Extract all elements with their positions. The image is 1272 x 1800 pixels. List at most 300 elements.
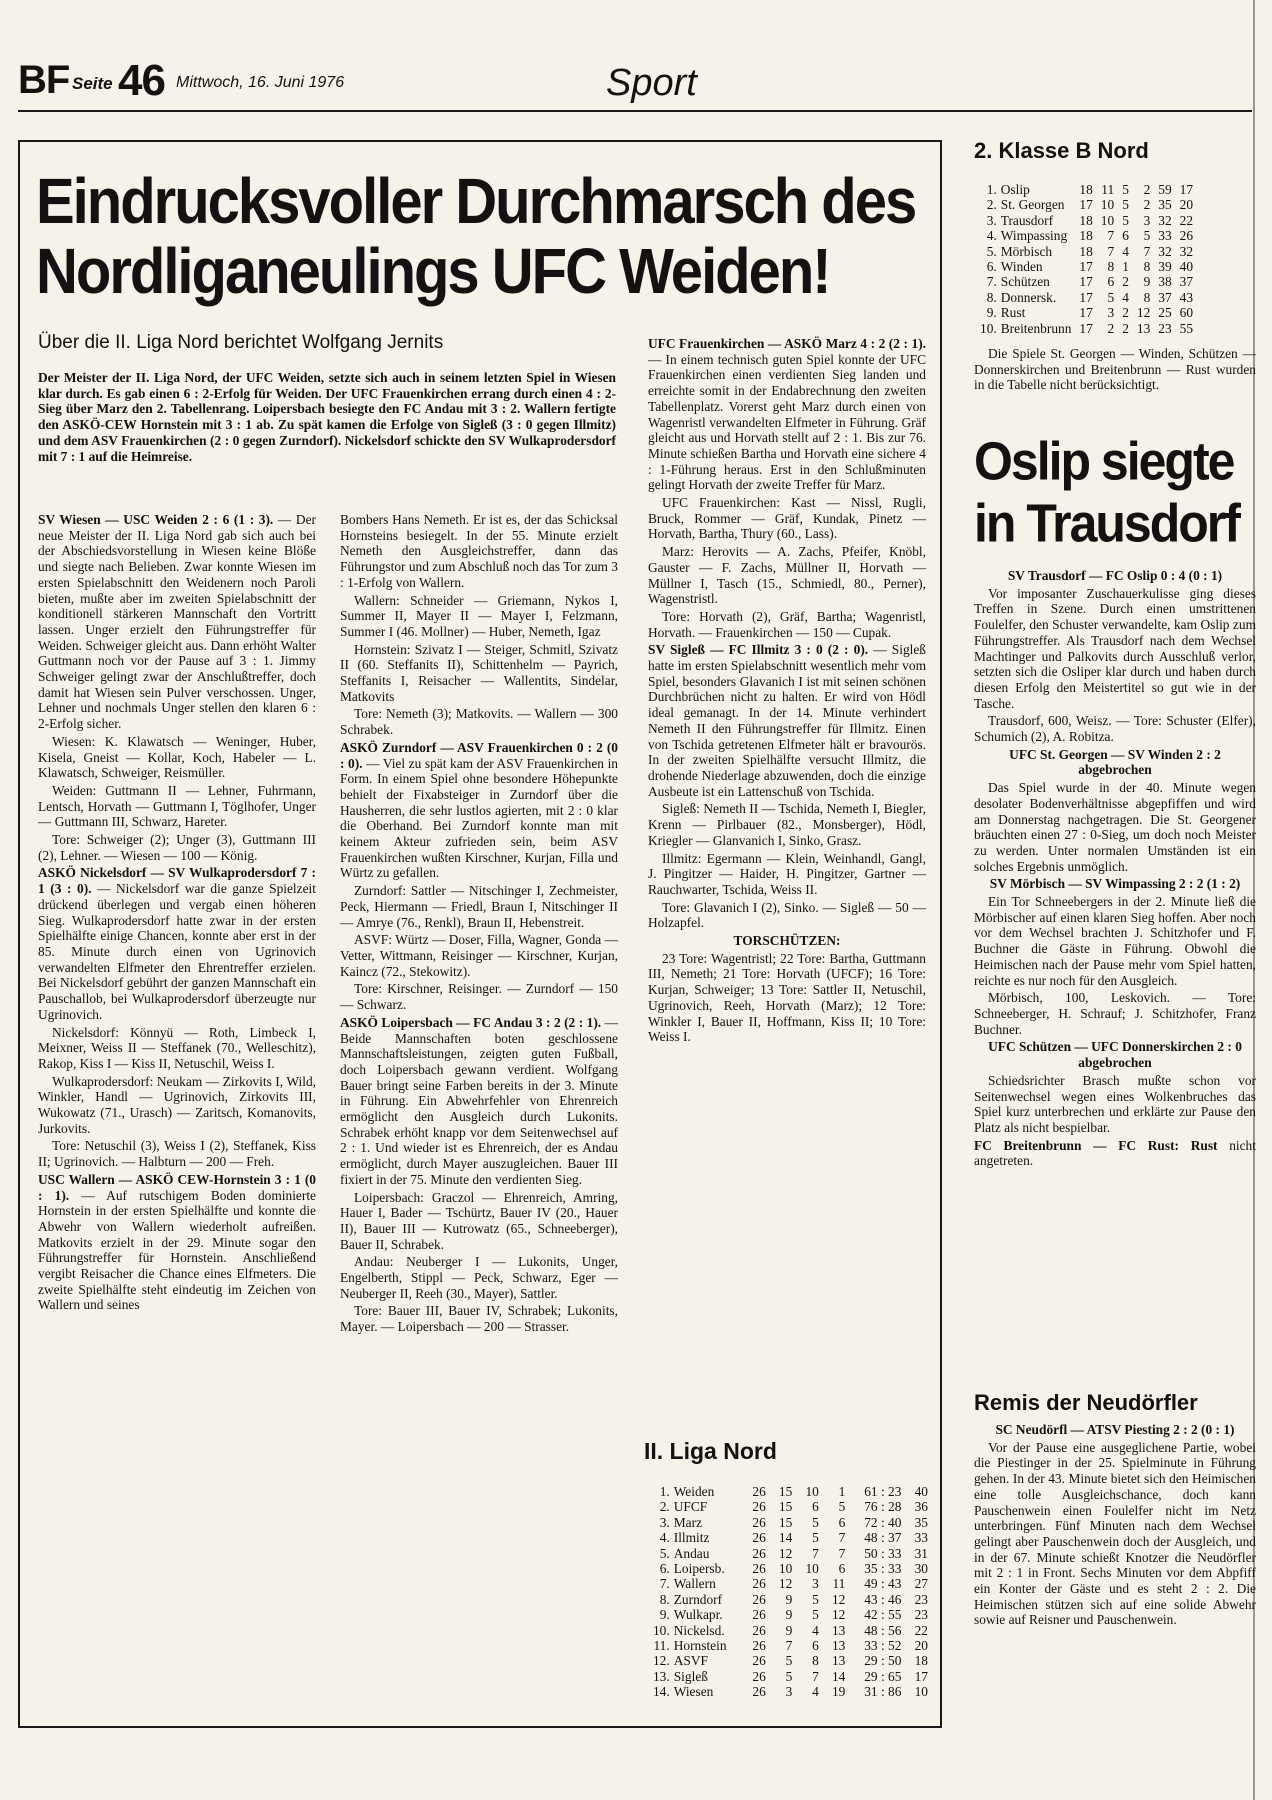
oslip-reports: [974, 568, 1256, 1171]
table-row: [648, 1669, 928, 1684]
goals-cell: 29 : 65: [864, 1668, 902, 1684]
team-cell: Trausdorf: [1000, 212, 1054, 228]
goals-cell: 35 : 33: [864, 1561, 902, 1577]
losses-cell: 7: [838, 1545, 846, 1561]
losses-cell: 9: [1143, 274, 1151, 290]
lineup: Weiden: Guttmann II — Lehner, Fuhrmann, Lentsch, Horvath — Guttmann I, Töglhofer, Unger — Guttmann III, Schwarz, Hareter.: [38, 782, 316, 830]
wins-cell: 3: [785, 1684, 793, 1700]
team-cell: Zurndorf: [673, 1591, 723, 1607]
goals-line: Tore: Kirschner, Reisinger. — Zurndorf — 150 — Schwarz.: [340, 981, 618, 1013]
table-row: [648, 1623, 928, 1638]
goals-cell: 61 : 23: [864, 1484, 902, 1499]
games-cell: 18: [1079, 228, 1093, 244]
match-report: [38, 865, 316, 1022]
wins-cell: 5: [785, 1668, 793, 1684]
games-cell: 26: [752, 1484, 766, 1499]
team-cell: Marz: [673, 1514, 702, 1530]
goals-for-cell: 25: [1158, 305, 1172, 321]
games-cell: 26: [752, 1514, 766, 1530]
article-intro: Der Meister der II. Liga Nord, der UFC Weiden, setzte sich auch in seinem letzten Spiel in Wiesen klar durch. Es gab einen 6 : 2-Erfolg für Weiden. Der UFC Frauenkirchen errang durch einen 4 : 2-Sieg über Marz den 2. Tabellenrang. Loipersbach besiegte den FC Andau mit 3 : 2. Wallern fertigte den ASKÖ-CEW Hornstein mit 3 : 1 ab. Zu spät kamen die Erfolge von Sigleß (3 : 0 gegen Illmitz) und dem ASV Frauenkirchen (2 : 0 gegen Zurndorf). Nickelsdorf schickte den SV Wulkaprodersdorf mit 7 : 1 auf die Heimreise.: [38, 370, 616, 464]
match-text: — Viel zu spät kam der ASV Frauenkirchen in Form. In einem Spiel ohne besondere Höhepunkte behielt der Fixabsteiger in Zurndorf über die Hausherren, die sehr lustlos agierten, mit 2 : 0 klar die Oberhand. Bei Zurndorf konnte man mit keinem Akteur zufrieden sein, beim ASV Frauenkirchen wußten Kirschner, Kurjan, Filla und Würtz zu gefallen.: [340, 755, 618, 881]
points-cell: 30: [914, 1561, 928, 1577]
goals-for-cell: 32: [1158, 243, 1172, 259]
games-cell: 26: [752, 1653, 766, 1669]
masthead-rule: [18, 110, 1252, 112]
goals-cell: 48 : 37: [864, 1530, 902, 1546]
losses-cell: 2: [1143, 197, 1151, 213]
team-cell: Breitenbrunn: [1000, 320, 1072, 336]
draws-cell: 10: [805, 1561, 819, 1577]
article-headline-line-2: Nordliganeulings UFC Weiden!: [36, 235, 830, 308]
goals-for-cell: 38: [1158, 274, 1172, 290]
match-heading: ASKÖ Zurndorf — ASV Frauenkirchen 0 : 2 (0 : 0).: [340, 739, 618, 771]
rank-cell: 6.: [986, 259, 997, 275]
team-cell: Nickelsd.: [673, 1622, 725, 1638]
losses-cell: 12: [831, 1591, 846, 1607]
rank-cell: 2.: [659, 1499, 670, 1515]
match-report: [648, 642, 926, 799]
team-cell: Donnersk.: [1000, 289, 1057, 305]
oslip-headline-line-1: Oslip siegte: [974, 430, 1234, 492]
match-report: [38, 512, 316, 732]
goals-against-cell: 17: [1179, 182, 1194, 197]
table-row: [648, 1499, 928, 1514]
goals-line: Tore: Horvath (2), Gräf, Bartha; Wagenristl, Horvath. — Frauenkirchen — 150 — Cupak.: [648, 608, 926, 640]
team-cell: ASVF: [673, 1653, 708, 1669]
draws-cell: 5: [812, 1607, 819, 1623]
goals-cell: 49 : 43: [864, 1576, 902, 1592]
wins-cell: 12: [778, 1545, 793, 1561]
games-cell: 26: [752, 1576, 766, 1592]
wins-cell: 7: [785, 1638, 793, 1654]
games-cell: 26: [752, 1591, 766, 1607]
table-row: [648, 1530, 928, 1545]
losses-cell: 5: [838, 1499, 846, 1515]
table-row: [980, 321, 1193, 336]
draws-cell: 6: [1122, 228, 1129, 244]
goals-cell: 33 : 52: [864, 1638, 902, 1654]
rank-cell: 3.: [659, 1514, 670, 1530]
rank-cell: 4.: [659, 1530, 670, 1546]
match-report: [38, 1172, 316, 1313]
losses-cell: 2: [1143, 182, 1151, 197]
rank-cell: 7.: [986, 274, 997, 290]
wins-cell: 9: [785, 1591, 793, 1607]
table-row: [648, 1576, 928, 1591]
losses-cell: 14: [831, 1668, 846, 1684]
team-cell: Wimpassing: [1000, 228, 1068, 244]
draws-cell: 10: [805, 1484, 819, 1499]
wins-cell: 5: [1107, 289, 1115, 305]
wins-cell: 10: [1100, 212, 1115, 228]
wins-cell: 12: [778, 1576, 793, 1592]
match-text: Ein Tor Schneebergers in der 2. Minute ließ die Mörbischer auf einen klaren Sieg hoffen. Aber noch vor dem Wechsel brachten J. Schitzhofer und F. Buchner die Gäste in Führung. Obwohl die Heimischen nach der Pause mehr vom Spiel hatten, reichte es nur noch für den Ausgleich.: [974, 894, 1256, 988]
wins-cell: 5: [785, 1653, 793, 1669]
losses-cell: 6: [838, 1514, 846, 1530]
match-heading: UFC Frauenkirchen — ASKÖ Marz 4 : 2 (2 : 1).: [648, 336, 926, 351]
rank-cell: 10.: [980, 320, 997, 336]
wins-cell: 7: [1107, 228, 1115, 244]
losses-cell: 12: [1136, 305, 1151, 321]
draws-cell: 6: [812, 1638, 819, 1654]
goals-line: Tore: Nemeth (3); Matkovits. — Wallern — 300 Schrabek.: [340, 706, 618, 738]
goals-cell: 72 : 40: [864, 1514, 902, 1530]
page-number: 46: [118, 56, 165, 105]
losses-cell: 8: [1143, 289, 1151, 305]
lineup: Andau: Neuberger I — Lukonits, Unger, Engelberth, Stippl — Peck, Schwarz, Eger — Neuberger II, Reeh (30., Mayer), Sattler.: [340, 1254, 618, 1301]
goals-cell: 31 : 86: [864, 1684, 902, 1700]
goals-for-cell: 23: [1158, 320, 1172, 336]
table-row: [648, 1592, 928, 1607]
match-heading: SV Sigleß — FC Illmitz 3 : 0 (2 : 0).: [648, 642, 869, 658]
match-report: [340, 1015, 618, 1188]
team-cell: Wulkapr.: [673, 1607, 723, 1623]
team-cell: Hornstein: [673, 1638, 727, 1654]
rank-cell: 10.: [652, 1622, 670, 1638]
goals-line: Tore: Bauer III, Bauer IV, Schrabek; Lukonits, Mayer. — Loipersbach — 200 — Strasser.: [340, 1303, 618, 1335]
goals-against-cell: 55: [1179, 320, 1194, 336]
lineup: Sigleß: Nemeth II — Tschida, Nemeth I, Biegler, Krenn — Pirlbauer (82., Monsberger), Hödl, Kriegler — Glanvanich I, Sinko, Grasz.: [648, 801, 926, 848]
points-cell: 22: [914, 1622, 928, 1638]
points-cell: 33: [914, 1530, 928, 1546]
lineup: UFC Frauenkirchen: Kast — Nissl, Rugli, Bruck, Rommer — Gräf, Kundak, Pinetz — Horvath, Bartha, Thury (60., Lass).: [648, 495, 926, 542]
points-cell: 23: [914, 1607, 928, 1623]
games-cell: 18: [1079, 182, 1093, 197]
scorers-title: TORSCHÜTZEN:: [733, 933, 841, 949]
games-cell: 26: [752, 1668, 766, 1684]
rank-cell: 14.: [652, 1684, 670, 1700]
losses-cell: 13: [831, 1622, 846, 1638]
table-row: [648, 1638, 928, 1653]
goals-for-cell: 33: [1158, 228, 1172, 244]
lineup: Wallern: Schneider — Griemann, Nykos I, Summer II, Mayer II — Mayer I, Felzmann, Summer I (46. Mollner) — Huber, Nemeth, Igaz: [340, 592, 618, 639]
wins-cell: 6: [1107, 274, 1115, 290]
draws-cell: 4: [1122, 289, 1129, 305]
remis-report: [974, 1422, 1256, 1630]
losses-cell: 3: [1143, 212, 1151, 228]
masthead: [18, 58, 1248, 110]
draws-cell: 5: [1122, 197, 1129, 213]
draws-cell: 7: [812, 1668, 819, 1684]
team-cell: Sigleß: [673, 1668, 708, 1684]
match-heading: UFC St. Georgen — SV Winden 2 : 2 abgebrochen: [1009, 746, 1221, 778]
rank-cell: 3.: [986, 212, 997, 228]
rank-cell: 7.: [659, 1576, 670, 1592]
goals-cell: 43 : 46: [864, 1591, 902, 1607]
match-text: — Sigleß hatte im ersten Spielabschnitt wesentlich mehr vom Spiel, besonders Glavanich I ist mit seinen schönen Durchbrüchen nicht zu halten. Er wird von Hödl ideal gemanagt. In der 14. Minute verhindert Nemeth II den Führungstreffer für Illmitz. Einen von Tschida getretenen Elfmeter hält er bravourös. In der zweiten Spielhälfte versucht Illmitz, die drohende Niederlage abzuwenden, doch die einzige Ausbeute ist ein Lattenschuß von Tschida.: [648, 642, 926, 799]
wins-cell: 3: [1107, 305, 1115, 321]
scorers-list: 23 Tore: Wagentristl; 22 Tore: Bartha, Guttmann III, Nemeth; 21 Tore: Horvath (UFCF); 16 Tore: Kurjan, Schweiger; 13 Tore: Sattler II, Netuschil, Ugrinovich, Reeh, Horvath (Marz); 12 Tore: Winkler I, Bauer II, Hoffmann, Kiss II; 10 Tore: Weiss I.: [648, 950, 926, 1045]
match-report: [648, 336, 926, 493]
match-text: — Auf rutschigem Boden dominierte Hornstein in der ersten Spielhälfte und konnte die Abwehr von Wallern wiederholt aufreißen. Matkovits erzielt in der 29. Minute sogar den Führungstreffer für Hornstein. Anschließend vergibt Reisacher die Chance eines Elfmeters. Die zweite Spielhälfte steht eindeutig im Zeichen von Wallern und seines: [38, 1187, 316, 1313]
losses-cell: 7: [838, 1530, 846, 1546]
goals-against-cell: 32: [1179, 243, 1194, 259]
match-text: Bombers Hans Nemeth. Er ist es, der das Schicksal Hornsteins besiegelt. In der 55. Minute erzielt Nemeth den Ausgleichstreffer, dann das Führungstor und zum Abschluß noch das Tor zum 3 : 1-Erfolg von Wallern.: [340, 512, 618, 590]
lineup: Nickelsdorf: Könnyü — Roth, Limbeck I, Meixner, Weiss II — Steffanek (70., Welleschitz), Rakop, Kiss I — Kiss II, Netuschil, Weiss I.: [38, 1024, 316, 1071]
team-cell: Wallern: [673, 1576, 716, 1592]
goals-against-cell: 20: [1179, 197, 1194, 213]
draws-cell: 4: [812, 1622, 819, 1638]
draws-cell: 5: [1122, 182, 1129, 197]
draws-cell: 5: [812, 1591, 819, 1607]
games-cell: 18: [1079, 212, 1093, 228]
table-row: [648, 1607, 928, 1622]
lineup: Wiesen: K. Klawatsch — Weninger, Huber, Kisela, Gneist — Kollar, Koch, Habeler — L. Klawatsch, Schweiger, Reismüller.: [38, 733, 316, 781]
losses-cell: 8: [1143, 259, 1151, 275]
team-cell: Winden: [1000, 259, 1043, 275]
games-cell: 26: [752, 1561, 766, 1577]
rank-cell: 12.: [652, 1653, 670, 1669]
klasse-b-note-block: [974, 346, 1256, 395]
goals-line: Tore: Netuschil (3), Weiss I (2), Steffanek, Kiss II; Ugrinovich. — Halbturn — 200 — Freh.: [38, 1138, 316, 1170]
match-text: — Der neue Meister der II. Liga Nord gab sich auch bei der Abschiedsvorstellung in Wiesen keine Blöße und siegte nach Belieben. Zwar konnte Wiesen im ersten Spielabschnitt den Weidenern noch Paroli bieten, mußte aber im zweiten Spielabschnitt der konditionell stärkeren Mannschaft den Vortritt lassen. Unger erzielt den Führungstreffer für Weiden. Schweiger gleicht aus. Dann erhöht Walter Guttmann noch vor der Pause auf 3 : 1. Jimmy Schweiger gelingt zwar der Anschlußtreffer, doch damit hat Wiesen sein Pulver verschossen. Unger, Lehner und nochmals Unger stellen den klaren 6 : 2-Erfolg sicher.: [38, 512, 316, 732]
games-cell: 17: [1079, 197, 1093, 213]
team-cell: Mörbisch: [1000, 243, 1053, 259]
wins-cell: 10: [778, 1561, 793, 1577]
goals-line: Trausdorf, 600, Weisz. — Tore: Schuster (Elfer), Schumich (2), A. Robitza.: [974, 713, 1256, 745]
games-cell: 17: [1079, 305, 1093, 321]
team-cell: Illmitz: [673, 1530, 710, 1546]
match-text: Vor der Pause eine ausgeglichene Partie, wobei die Piestinger in der 25. Spielminute in Führung gehen. In der 43. Minute bietet sich den Heimischen eine tolle Ausgleichschance, doch kann Pauschenwein einen Foulelfer nicht im Netz unterbringen. Fünf Minuten nach dem Wechsel gelingt aber Pauschenwein doch der Ausgleich, und in der 67. Minute schießt Knotzer die Neudörfler mit 2 : 1 in Front. Sechs Minuten vor dem Abpfiff ein Konter der Gäste und es steht 2 : 2. Die Heimischen stützen sich auf eine solide Abwehr sowie auf Reisner und Pauschenwein.: [974, 1439, 1256, 1628]
rank-cell: 2.: [986, 197, 997, 213]
match-heading: FC Breitenbrunn — FC Rust: Rust: [974, 1137, 1218, 1153]
goals-cell: 76 : 28: [864, 1499, 902, 1515]
newspaper-logo: BF: [18, 58, 70, 102]
goals-cell: 42 : 55: [864, 1607, 902, 1623]
table-row: [648, 1546, 928, 1561]
points-cell: 20: [914, 1638, 928, 1654]
draws-cell: 5: [1122, 212, 1129, 228]
wins-cell: 9: [785, 1607, 793, 1623]
oslip-headline-line-2: in Trausdorf: [974, 492, 1239, 554]
article-column-3: [648, 336, 926, 1047]
table-row: [648, 1653, 928, 1668]
table-row: [980, 228, 1193, 243]
match-heading: UFC Schützen — UFC Donnerskirchen 2 : 0 abgebrochen: [988, 1039, 1242, 1071]
klasse-b-title: 2. Klasse B Nord: [974, 138, 1149, 163]
points-cell: 23: [914, 1591, 928, 1607]
losses-cell: 13: [831, 1638, 846, 1654]
match-text: — Beide Mannschaften boten geschlossene Mannschaftsleistungen, zeigten guten Fußball, doch Loipersbach gewann verdient. Wolfgang Bauer bringt seine Farben bereits in der 3. Minute in Führung. Ein Abwehrfehler von Ehrenreich ermöglicht den Ausgleich durch Lukonits. Schrabek erhöht knapp vor dem Seitenwechsel auf 2 : 1. Und wieder ist es Ehrenreich, der es Andau ermöglicht, durch Mayer auszugleichen. Bauer III fixiert in der 75. Minute den verdienten Sieg.: [340, 1014, 618, 1187]
losses-cell: 13: [1136, 320, 1151, 336]
points-cell: 27: [914, 1576, 928, 1592]
match-report: [974, 1138, 1256, 1169]
match-text: — Nickelsdorf war die ganze Spielzeit drückend überlegen und vergab einen höheren Sieg. Wulkaprodersdorf hatte zwar in der ersten Spielhälfte einige Chancen, konnte aber erst in der 85. Minute durch einen von Ugrinovich verwandelten Elfmeter den Ehrentreffer erzielen. Bei Nickelsdorf gebührt der ganzen Mannschaft ein Pauschallob, bei Wulkaprodersdorf überzeugte nur Ugrinovich.: [38, 881, 316, 1022]
lineup: Hornstein: Szivatz I — Steiger, Schmitl, Szivatz II (60. Steffanits II), Schittenhelm — Payrich, Steffanits I, Reisacher — Wallentits, Sindelar, Matkovits: [340, 641, 618, 704]
games-cell: 17: [1079, 259, 1093, 275]
article-byline: Über die II. Liga Nord berichtet Wolfgang Jernits: [38, 332, 444, 353]
issue-date: Mittwoch, 16. Juni 1976: [176, 74, 345, 91]
rank-cell: 6.: [659, 1561, 670, 1577]
goals-for-cell: 37: [1158, 289, 1172, 305]
goals-cell: 48 : 56: [864, 1622, 902, 1638]
lineup: Zurndorf: Sattler — Nitschinger I, Zechmeister, Peck, Hiermann — Friedl, Braun I, Nitschinger II — Amrye (76., Renkl), Braun II, Hebenstreit.: [340, 883, 618, 930]
losses-cell: 19: [831, 1684, 846, 1700]
points-cell: 35: [914, 1514, 928, 1530]
rank-cell: 8.: [986, 289, 997, 305]
games-cell: 17: [1079, 274, 1093, 290]
match-text: Vor imposanter Zuschauerkulisse ging dieses Treffen in Szene. Durch einen umstrittenen Foulelfer, den Schuster verwandelte, kam Oslip zum Führungstreffer. Als Trausdorf nach dem Wechsel Machtinger und Palkovits durch Ausschluß verlor, setzten sich die Osliper klar durch und haben durch diesen Erfolg den Meistertitel so gut wie in der Tasche.: [974, 585, 1256, 711]
lineup: ASVF: Würtz — Doser, Filla, Wagner, Gonda — Vetter, Wittmann, Reisinger — Kirschner, Kurjan, Kaincz (72., Stekowitz).: [340, 932, 618, 979]
wins-cell: 15: [778, 1514, 793, 1530]
rank-cell: 13.: [652, 1668, 670, 1684]
table-row: [648, 1684, 928, 1699]
games-cell: 26: [752, 1499, 766, 1515]
losses-cell: 12: [831, 1607, 846, 1623]
goals-line: Tore: Schweiger (2); Unger (3), Guttmann III (2), Lehner. — Wiesen — 100 — König.: [38, 832, 316, 863]
wins-cell: 15: [778, 1499, 793, 1515]
lineup: Wulkaprodersdorf: Neukam — Zirkovits I, Wild, Winkler, Handl — Ugrinovich, Zirkovits III, Wukowatz (71., Urasch) — Zaritsch, Komanovits, Jurkovits.: [38, 1073, 316, 1136]
match-heading: SC Neudörfl — ATSV Piesting 2 : 2 (0 : 1): [995, 1422, 1235, 1437]
table-row: [980, 274, 1193, 289]
team-cell: Oslip: [1000, 182, 1030, 197]
team-cell: Rust: [1000, 305, 1026, 321]
games-cell: 17: [1079, 320, 1093, 336]
rank-cell: 5.: [986, 243, 997, 259]
goals-line: Tore: Glavanich I (2), Sinko. — Sigleß — 50 — Holzapfel.: [648, 899, 926, 931]
goals-for-cell: 35: [1158, 197, 1172, 213]
games-cell: 17: [1079, 289, 1093, 305]
points-cell: 40: [914, 1484, 928, 1499]
article-column-1: [38, 512, 316, 1315]
wins-cell: 10: [1100, 197, 1115, 213]
losses-cell: 5: [1143, 228, 1151, 244]
draws-cell: 8: [812, 1653, 819, 1669]
match-heading: SV Mörbisch — SV Wimpassing 2 : 2 (1 : 2): [989, 876, 1241, 892]
goals-against-cell: 22: [1179, 212, 1194, 228]
games-cell: 26: [752, 1638, 766, 1654]
draws-cell: 2: [1122, 305, 1129, 321]
rank-cell: 8.: [659, 1591, 670, 1607]
match-heading: ASKÖ Loipersbach — FC Andau 3 : 2 (2 : 1).: [340, 1014, 602, 1030]
draws-cell: 7: [812, 1545, 819, 1561]
table-row: [980, 290, 1193, 305]
match-heading: ASKÖ Nickelsdorf — SV Wulkaprodersdorf 7 : 1 (3 : 0).: [38, 865, 316, 897]
article-column-2: [340, 512, 618, 1337]
draws-cell: 6: [812, 1499, 819, 1515]
draws-cell: 2: [1122, 274, 1129, 290]
losses-cell: 6: [838, 1561, 846, 1577]
lineup: Loipersbach: Graczol — Ehrenreich, Amring, Hauer I, Bader — Tschürtz, Bauer IV (20., Hauer II), Bauer III — Kutrowatz (65., Schneeberger), Bauer II, Schrabek.: [340, 1189, 618, 1252]
match-heading: USC Wallern — ASKÖ CEW-Hornstein 3 : 1 (0 : 1).: [38, 1171, 316, 1203]
table-row: [980, 259, 1193, 274]
rank-cell: 4.: [986, 228, 997, 244]
match-text: Schiedsrichter Brasch mußte schon vor Seitenwechsel wegen eines Wolkenbruches das Spiel kurz unterbrechen und erklärte zur Pause den Platz als nicht bespielbar.: [974, 1072, 1256, 1135]
draws-cell: 1: [1122, 259, 1129, 275]
goals-for-cell: 32: [1158, 212, 1172, 228]
table-row: [980, 305, 1193, 320]
team-cell: Loipersb.: [673, 1561, 725, 1577]
goals-against-cell: 26: [1179, 228, 1194, 244]
team-cell: UFCF: [673, 1499, 708, 1515]
team-cell: Andau: [673, 1545, 710, 1561]
lineup: Illmitz: Egermann — Klein, Weinhandl, Gangl, J. Pingitzer — Haider, H. Pingitzer, Gartner — Rauchwarter, Tschida, Weiss II.: [648, 850, 926, 897]
wins-cell: 2: [1107, 320, 1115, 336]
klasse-b-note: Die Spiele St. Georgen — Winden, Schützen — Donnerskirchen und Breitenbrunn — Rust wurden in die Tabelle nicht berücksichtigt.: [974, 346, 1256, 393]
games-cell: 26: [752, 1545, 766, 1561]
match-heading: SV Trausdorf — FC Oslip 0 : 4 (0 : 1): [1007, 568, 1223, 583]
liga-nord-title: II. Liga Nord: [644, 1438, 777, 1464]
match-text: Das Spiel wurde in der 40. Minute wegen desolater Bodenverhältnisse abgepfiffen und wird am Donnerstag nachgetragen. Die St. Georgener bräuchten einen 27 : 0-Sieg, um doch noch Meister zu werden. Unter normalen Umständen ist ein solches Ergebnis unmöglich.: [974, 780, 1256, 874]
page-label: Seite: [72, 74, 113, 93]
goals-against-cell: 37: [1179, 274, 1194, 290]
wins-cell: 8: [1107, 259, 1115, 275]
team-cell: Weiden: [673, 1484, 715, 1499]
rank-cell: 9.: [986, 305, 997, 321]
wins-cell: 7: [1107, 243, 1115, 259]
table-row: [980, 244, 1193, 259]
klasse-b-table: [980, 182, 1193, 336]
wins-cell: 11: [1101, 182, 1115, 197]
liga-nord-table: [648, 1484, 928, 1700]
match-text: nicht angetreten.: [974, 1137, 1256, 1169]
points-cell: 18: [914, 1653, 928, 1669]
draws-cell: 4: [812, 1684, 819, 1700]
rank-cell: 1.: [659, 1484, 670, 1499]
wins-cell: 9: [785, 1622, 793, 1638]
table-row: [980, 213, 1193, 228]
goals-line: Mörbisch, 100, Leskovich. — Tore: Schneeberger, H. Schrauf; J. Schitzhofer, Franz Buchner.: [974, 990, 1256, 1037]
draws-cell: 2: [1122, 320, 1129, 336]
goals-cell: 29 : 50: [864, 1653, 902, 1669]
goals-against-cell: 40: [1179, 259, 1194, 275]
match-heading: SV Wiesen — USC Weiden 2 : 6 (1 : 3).: [38, 512, 274, 527]
table-row: [980, 197, 1193, 212]
lineup: Marz: Herovits — A. Zachs, Pfeifer, Knöbl, Gauster — F. Zachs, Müllner II, Horvath — Müllner I, Tasch (15., Schmiedl, 80., Perner), Wagenstristl.: [648, 544, 926, 607]
losses-cell: 11: [832, 1576, 846, 1592]
losses-cell: 13: [831, 1653, 846, 1669]
wins-cell: 14: [778, 1530, 793, 1546]
match-report: [340, 740, 618, 881]
team-cell: Wiesen: [673, 1684, 714, 1700]
points-cell: 36: [914, 1499, 928, 1515]
rank-cell: 1.: [986, 182, 997, 197]
goals-against-cell: 60: [1179, 305, 1194, 321]
article-headline-line-1: Eindrucksvoller Durchmarsch des: [36, 165, 916, 238]
remis-headline: Remis der Neudörfler: [974, 1390, 1198, 1415]
games-cell: 26: [752, 1622, 766, 1638]
goals-cell: 50 : 33: [864, 1545, 902, 1561]
games-cell: 18: [1079, 243, 1093, 259]
table-row: [648, 1484, 928, 1499]
table-row: [980, 182, 1193, 197]
goals-for-cell: 39: [1158, 259, 1172, 275]
rank-cell: 9.: [659, 1607, 670, 1623]
draws-cell: 5: [812, 1530, 819, 1546]
games-cell: 26: [752, 1530, 766, 1546]
losses-cell: 1: [838, 1484, 846, 1499]
team-cell: Schützen: [1000, 274, 1050, 290]
goals-against-cell: 43: [1179, 289, 1194, 305]
match-text: — In einem technisch guten Spiel konnte der UFC Frauenkirchen einen verdienten Sieg landen und erreichte somit in der Endabrechnung den zweiten Tabellenplatz. Vorerst geht Marz durch einen von Wagenristl verwandelten Elfmeter in Führung. Gräf gleicht aus und Horvath stellt auf 2 : 1. Bis zur 76. Minute schießen Bartha und Horvath eine sichere 4 : 1-Führung heraus. Erst in den Schlußminuten gelingt Horvath der zweite Treffer für Marz.: [648, 351, 926, 493]
draws-cell: 5: [812, 1514, 819, 1530]
table-row: [648, 1561, 928, 1576]
points-cell: 31: [914, 1545, 928, 1561]
draws-cell: 4: [1122, 243, 1129, 259]
wins-cell: 15: [778, 1484, 793, 1499]
games-cell: 26: [752, 1607, 766, 1623]
losses-cell: 7: [1143, 243, 1151, 259]
team-cell: St. Georgen: [1000, 197, 1065, 213]
points-cell: 10: [914, 1684, 928, 1700]
games-cell: 26: [752, 1684, 766, 1700]
draws-cell: 3: [812, 1576, 819, 1592]
table-row: [648, 1515, 928, 1530]
points-cell: 17: [914, 1668, 928, 1684]
rank-cell: 5.: [659, 1545, 670, 1561]
rank-cell: 11.: [653, 1638, 670, 1654]
section-title: Sport: [606, 62, 697, 104]
